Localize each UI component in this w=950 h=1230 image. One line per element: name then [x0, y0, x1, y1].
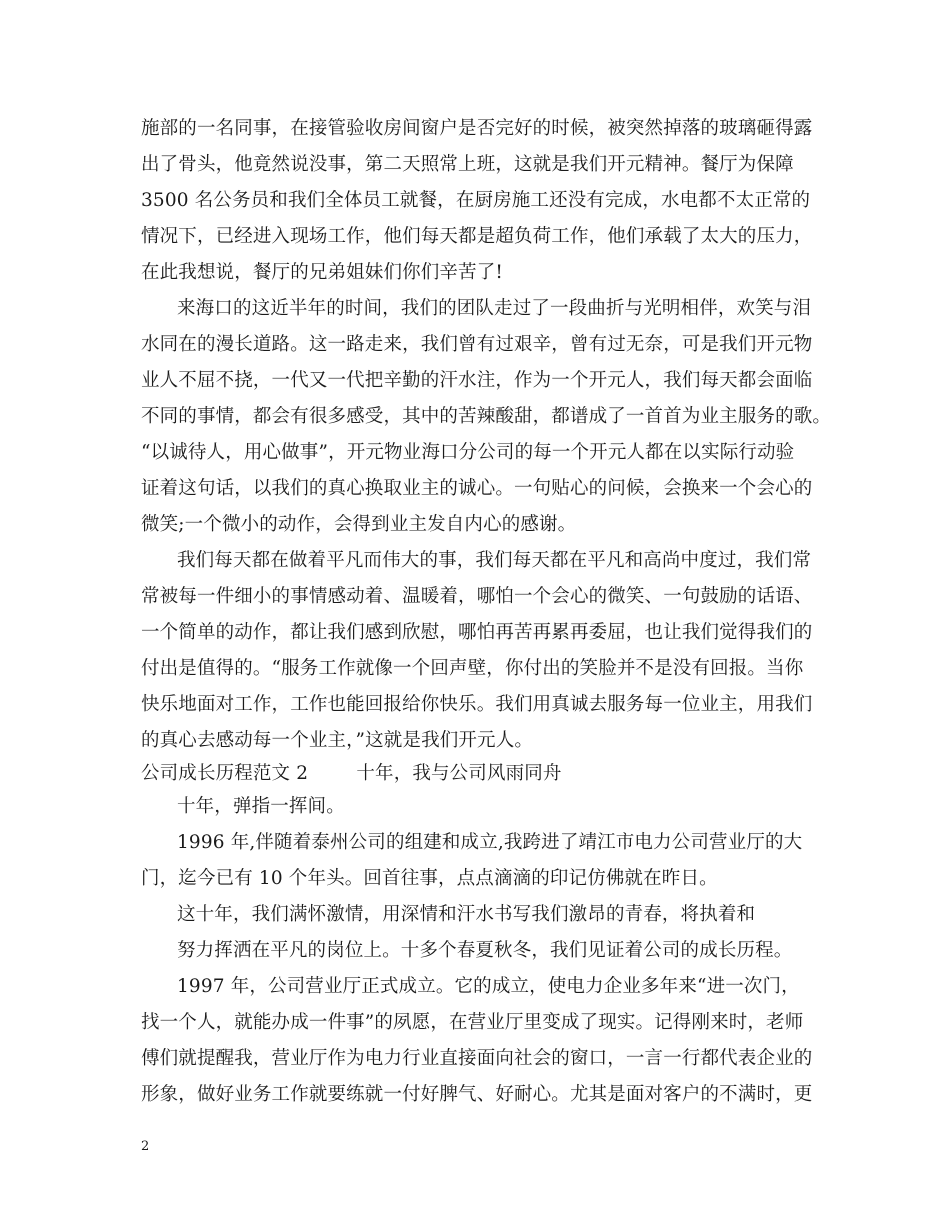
text-line: 3500 名公务员和我们全体员工就餐，在厨房施工还没有完成，水电都不太正常的	[141, 190, 811, 211]
text-line: 付出是值得的。“服务工作就像一个回声壁，你付出的笑脸并不是没有回报。当你	[141, 658, 804, 679]
text-line: 努力挥洒在平凡的岗位上。十多个春夏秋冬，我们见证着公司的成长历程。	[177, 940, 793, 961]
text-line: 找一个人，就能办成一件事”的夙愿，在营业厅里变成了现实。记得刚来时，老师	[141, 1012, 804, 1033]
section-heading: 公司成长历程范文 2 十年，我与公司风雨同舟	[141, 763, 562, 784]
text-line: 傅们就提醒我，营业厅作为电力行业直接面向社会的窗口，一言一行都代表企业的	[141, 1048, 813, 1069]
text-line: 门，迄今已有 10 个年头。回首往事，点点滴滴的印记仿佛就在昨日。	[141, 868, 718, 889]
page-number: 2	[141, 1139, 150, 1154]
text-line: 常被每一件细小的事情感动着、温暖着，哪怕一个会心的微笑、一句鼓励的话语、	[141, 586, 813, 607]
paragraph-first-line: 十年，弹指一挥间。	[177, 796, 345, 817]
text-line: 形象，做好业务工作就要练就一付好脾气、好耐心。尤其是面对客户的不满时，更	[141, 1084, 813, 1105]
text-line: 快乐地面对工作，工作也能回报给你快乐。我们用真诚去服务每一位业主，用我们	[141, 694, 813, 715]
text-line: 的真心去感动每一个业主，”这就是我们开元人。	[141, 730, 534, 751]
paragraph-first-line: 来海口的这近半年的时间，我们的团队走过了一段曲折与光明相伴，欢笑与泪	[177, 298, 812, 319]
text-line: 情况下，已经进入现场工作，他们每天都是超负荷工作，他们承载了太大的压力，	[141, 226, 813, 247]
text-line: 一个简单的动作，都让我们感到欣慰，哪怕再苦再累再委屈，也让我们觉得我们的	[141, 622, 813, 643]
text-line: 业人不屈不挠，一代又一代把辛勤的汗水注，作为一个开元人，我们每天都会面临	[141, 370, 813, 391]
paragraph-first-line: 1996 年,伴随着泰州公司的组建和成立,我跨进了靖江市电力公司营业厅的大	[177, 832, 803, 853]
text-line: 出了骨头，他竟然说没事，第二天照常上班，这就是我们开元精神。餐厅为保障	[141, 154, 794, 175]
text-line: 水同在的漫长道路。这一路走来，我们曾有过艰辛，曾有过无奈，可是我们开元物	[141, 334, 813, 355]
text-line: 在此我想说，餐厅的兄弟姐妹们你们辛苦了!	[141, 262, 503, 283]
text-line: 施部的一名同事，在接管验收房间窗户是否完好的时候，被突然掉落的玻璃砸得露	[141, 118, 813, 139]
paragraph-first-line: 我们每天都在做着平凡而伟大的事，我们每天都在平凡和高尚中度过，我们常	[177, 550, 812, 571]
text-line: 证着这句话，以我们的真心换取业主的诚心。一句贴心的问候，会换来一个会心的	[141, 478, 813, 499]
text-line: 不同的事情，都会有很多感受，其中的苦辣酸甜，都谱成了一首首为业主服务的歌。	[141, 406, 832, 427]
paragraph-first-line: 1997 年，公司营业厅正式成立。它的成立，使电力企业多年来“进一次门，	[177, 976, 800, 997]
paragraph-first-line: 这十年，我们满怀激情，用深情和汗水书写我们激昂的青春，将执着和	[177, 904, 756, 925]
text-line: “以诚待人，用心做事”，开元物业海口分公司的每一个开元人都在以实际行动验	[141, 442, 795, 463]
text-line: 微笑;一个微小的动作，会得到业主发自内心的感谢。	[141, 514, 577, 535]
